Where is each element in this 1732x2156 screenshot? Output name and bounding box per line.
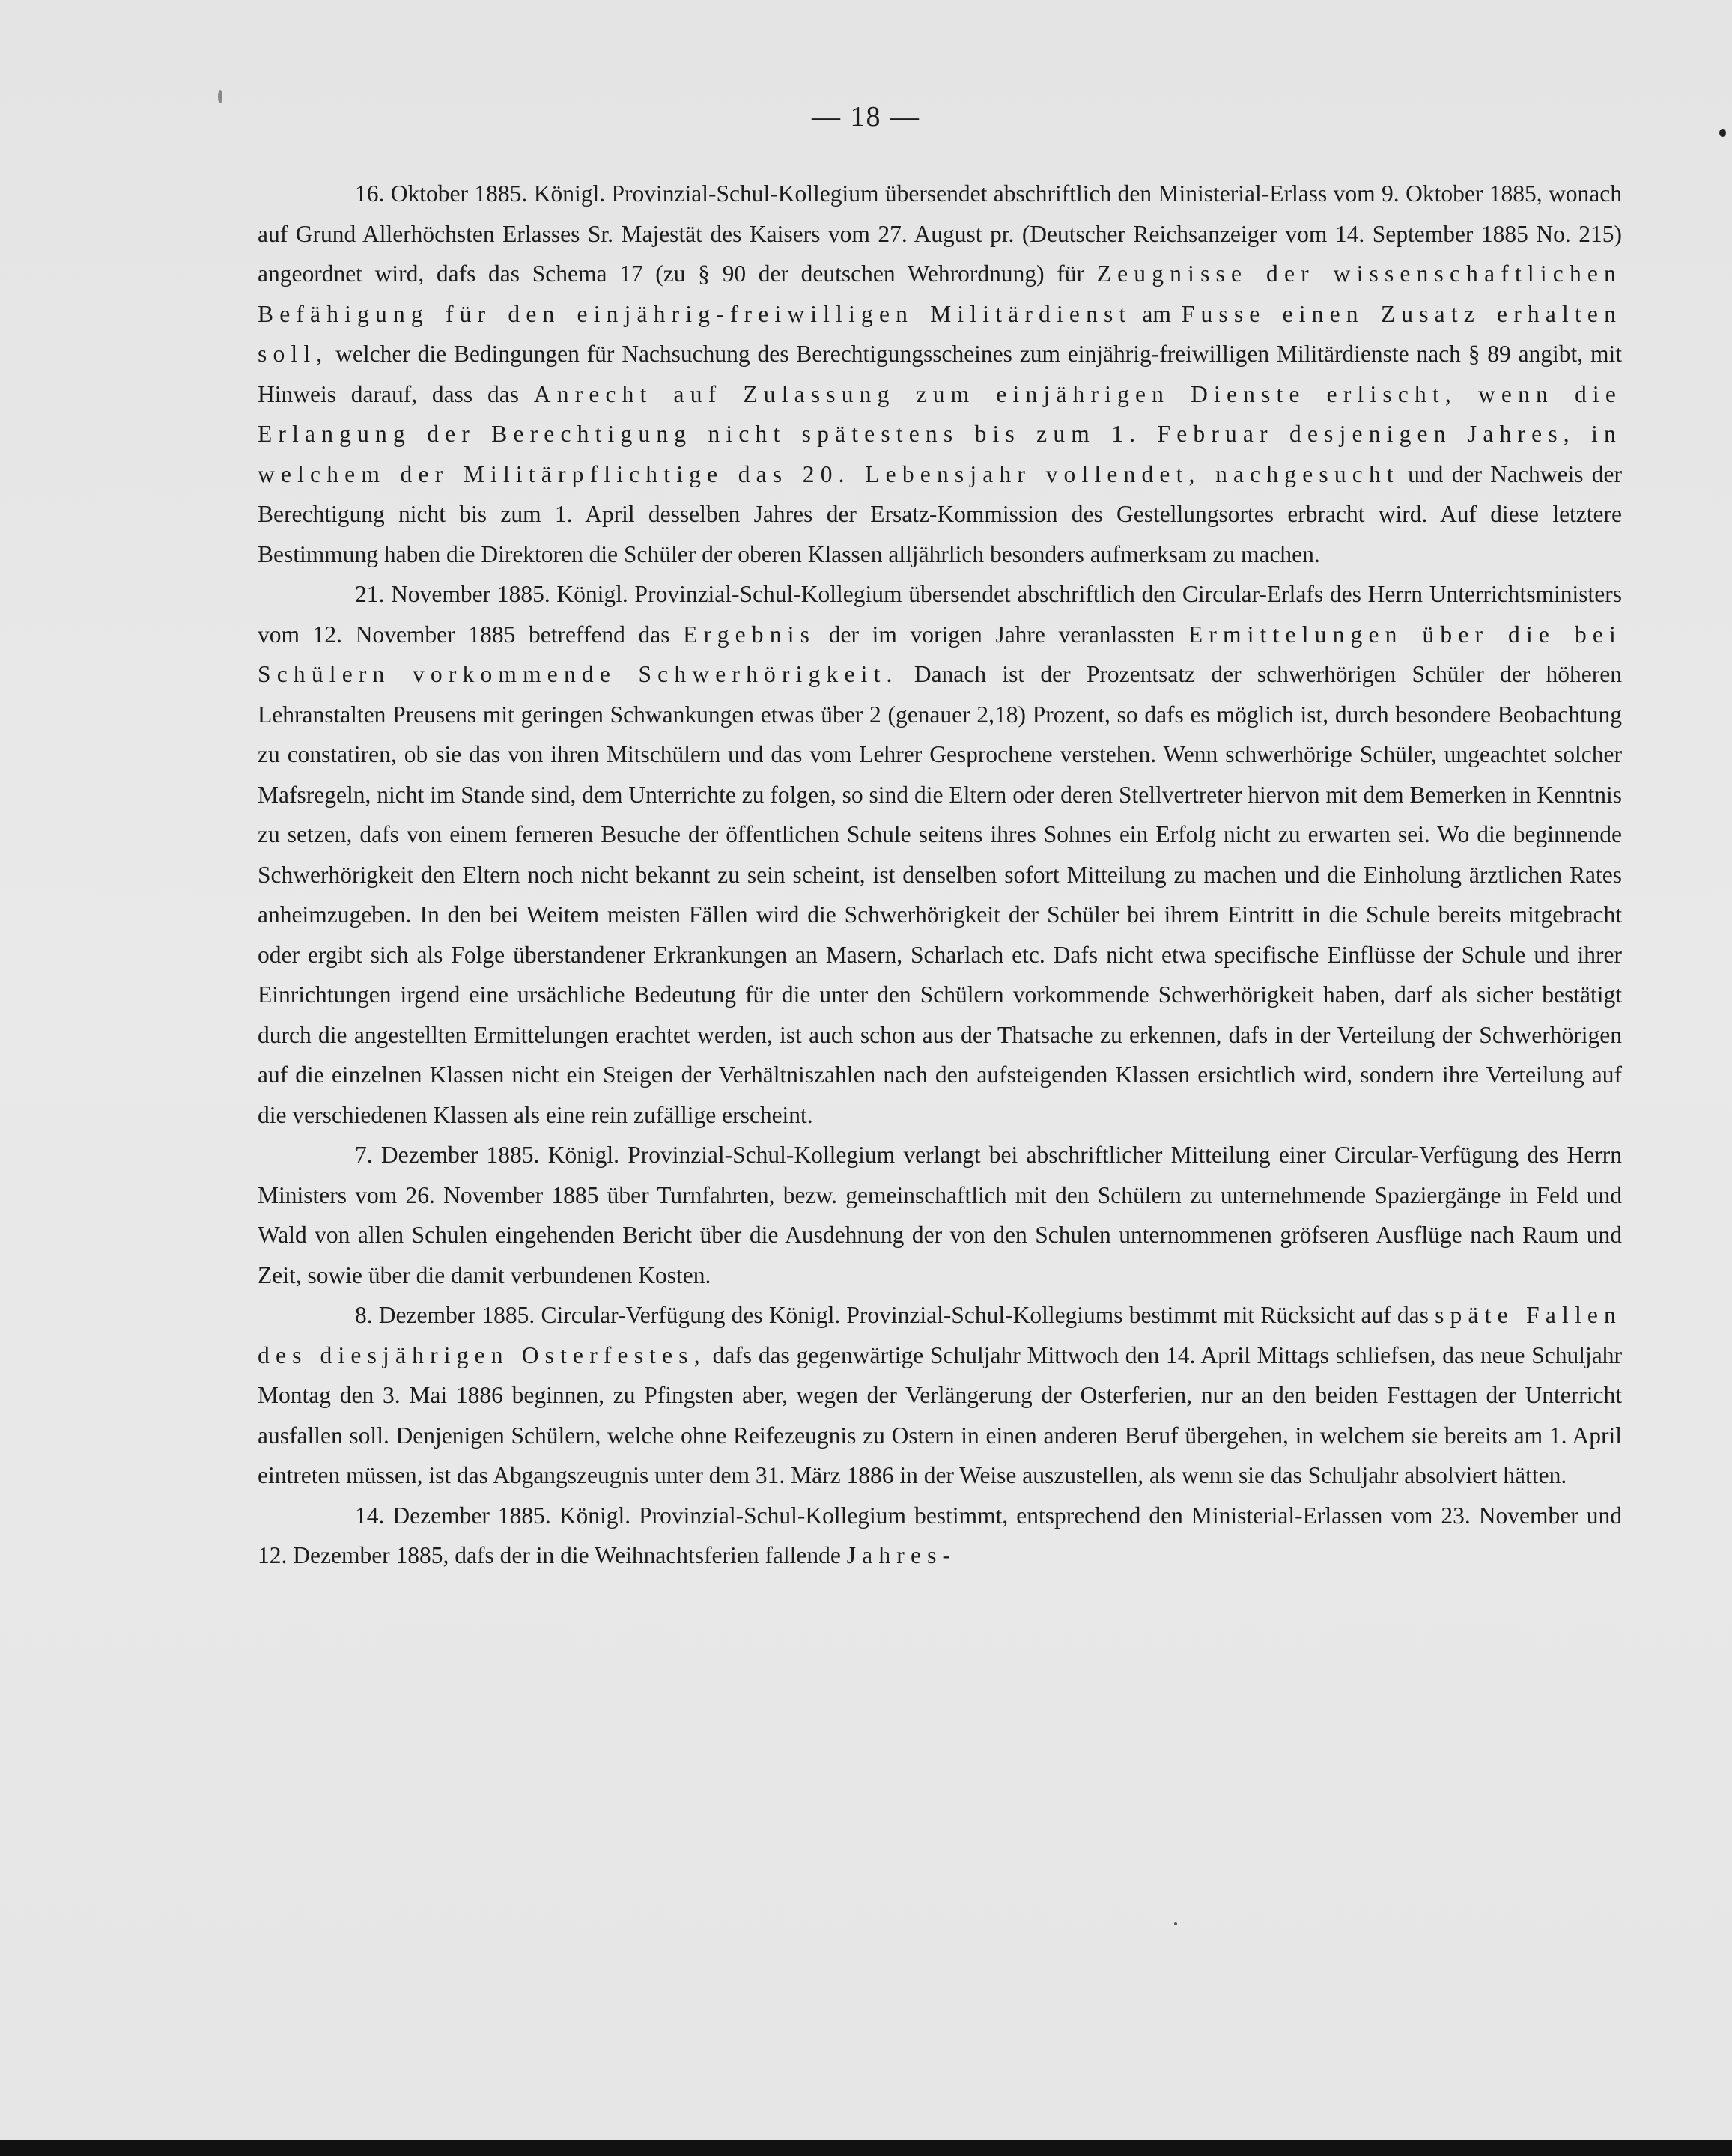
- paragraph-3: [258, 1135, 1622, 1295]
- text-run: 21. November 1885. Königl. Provinzial-Schul-Kollegium übersendet abschriftlich den Circular-Erlafs des Herrn Unterrichtsministers vom 12. November 1885 betreffend das: [258, 581, 1622, 648]
- text-run: und der Nachweis der Berechtigung nicht bis zum 1. April desselben Jahres der Ersatz-Kommission des Gestellungsortes erbracht wird. Auf diese letztere Bestimmung haben die Direktoren die Schüler der oberen Klassen alljährlich besonders aufmerksam zu machen.: [258, 460, 1622, 567]
- scan-speck: [1719, 129, 1726, 137]
- body-text: [258, 174, 1622, 1576]
- text-run: 14. Dezember 1885. Königl. Provinzial-Schul-Kollegium bestimmt, entsprechend den Ministerial-Erlassen vom 23. November und 12. Dezember 1885, dafs der in die Weihnachtsferien fallende: [258, 1502, 1622, 1568]
- scan-speck: [218, 90, 222, 103]
- text-run: 16. Oktober 1885. Königl. Provinzial-Schul-Kollegium übersendet abschriftlich den Ministerial-Erlass vom 9. Oktober 1885, wonach auf Grund Allerhöchsten Erlasses Sr. Majestät des Kaisers vom 27. August pr. (Deutscher Reichsanzeiger vom 14. September 1885 No. 215) angeordnet wird, dafs das Schema 17 (zu § 90 der deutschen Wehrordnung) für: [258, 180, 1622, 287]
- paragraph-1: [258, 174, 1622, 574]
- scan-border: [0, 2140, 1732, 2156]
- paragraph-2: [258, 574, 1622, 1135]
- text-run: 8. Dezember 1885. Circular-Verfügung des Königl. Provinzial-Schul-Kollegiums bestimmt mit Rücksicht auf das: [355, 1302, 1435, 1328]
- spaced-emphasis: Jahres-: [846, 1542, 957, 1568]
- spaced-emphasis: Anrecht auf Zulassung zum einjährigen Dienste erlischt, wenn die Erlangung der Berechtigung nicht spätestens bis zum 1. Februar desjenigen Jahres, in welchem der Militärpflichtige das 20. Lebensjahr vollendet, nachgesucht: [258, 380, 1623, 487]
- text-run: Danach ist der Prozentsatz der schwerhörigen Schüler der höheren Lehranstalten Preusens mit geringen Schwankungen etwas über 2 (genauer 2,18) Prozent, so dafs es möglich ist, durch besondere Beobachtung zu constatiren, ob sie das von ihren Mitschülern und das vom Lehrer Gesprochene verstehen. Wenn schwerhörige Schüler, ungeachtet solcher Mafsregeln, nicht im Stande sind, dem Unterrichte zu folgen, so sind die Eltern oder deren Stellvertreter hiervon mit dem Bemerken in Kenntnis zu setzen, dafs von einem ferneren Besuche der öffentlichen Schule seitens ihres Sohnes ein Erfolg nicht zu erwarten sei. Wo die beginnende Schwerhörigkeit den Eltern noch nicht bekannt zu sein scheint, ist denselben sofort Mitteilung zu machen und die Einholung ärztlichen Rates anheimzugeben. In den bei Weitem meisten Fällen wird die Schwerhörigkeit der Schüler bei ihrem Eintritt in die Schule bereits mitgebracht oder ergibt sich als Folge überstandener Erkrankungen an Masern, Scharlach etc. Dafs nicht etwa specifische Einflüsse der Schule und ihrer Einrichtungen irgend eine ursächliche Bedeutung für die unter den Schülern vorkommende Schwerhörigkeit haben, darf als sicher bestätigt durch die angestellten Ermittelungen erachtet werden, ist auch schon aus der Thatsache zu erkennen, dafs in der Verteilung der Schwerhörigen auf die einzelnen Klassen nicht ein Steigen der Verhältniszahlen nach den aufsteigenden Klassen ersichtlich wird, sondern ihre Verteilung auf die verschiedenen Klassen als eine rein zufällige erscheint.: [258, 661, 1623, 1128]
- spaced-emphasis: Ergebnis: [683, 621, 816, 648]
- spaced-emphasis: Zeugnisse der wissenschaftlichen Befähigung für den einjährig-freiwilligen Militärdienst: [258, 261, 1622, 327]
- text-run: 7. Dezember 1885. Königl. Provinzial-Schul-Kollegium verlangt bei abschriftlicher Mitteilung einer Circular-Verfügung des Herrn Ministers vom 26. November 1885 über Turnfahrten, bezw. gemeinschaftlich mit den Schülern zu unternehmende Spaziergänge in Feld und Wald von allen Schulen eingehenden Bericht über die Ausdehnung der von den Schulen unternommenen gröfseren Ausflüge nach Raum und Zeit, sowie über die damit verbundenen Kosten.: [258, 1142, 1622, 1288]
- paragraph-5: [258, 1496, 1622, 1576]
- text-run: dafs das gegenwärtige Schuljahr Mittwoch den 14. April Mittags schliefsen, das neue Schuljahr Montag den 3. Mai 1886 beginnen, zu Pfingsten aber, wegen der Verlängerung der Osterferien, nur an den beiden Festtagen der Unterricht ausfallen soll. Denjenigen Schülern, welche ohne Reifezeugnis zu Ostern in einen anderen Beruf übergehen, in welchem sie bereits am 1. April eintreten müssen, ist das Abgangszeugnis unter dem 31. März 1886 in der Weise auszustellen, als wenn sie das Schuljahr absolviert hätten.: [258, 1342, 1622, 1488]
- spaced-emphasis: späte Fallen des diesjährigen Osterfestes,: [258, 1302, 1622, 1368]
- paragraph-4: [258, 1295, 1622, 1496]
- scan-speck: [1174, 1922, 1177, 1925]
- spaced-emphasis: Fusse einen Zusatz erhalten soll,: [258, 300, 1623, 367]
- spaced-emphasis: Ermittelungen über die bei Schülern vorkommende Schwerhörigkeit.: [258, 621, 1622, 687]
- text-run: der im vorigen Jahre veranlassten: [815, 621, 1188, 648]
- text-run: am: [1131, 300, 1182, 327]
- page-number: — 18 —: [812, 101, 920, 133]
- text-run: welcher die Bedingungen für Nachsuchung des Berechtigungsscheines zum einjährig-freiwilligen Militärdienste nach § 89 angibt, mit Hinweis darauf, dass das: [258, 341, 1622, 407]
